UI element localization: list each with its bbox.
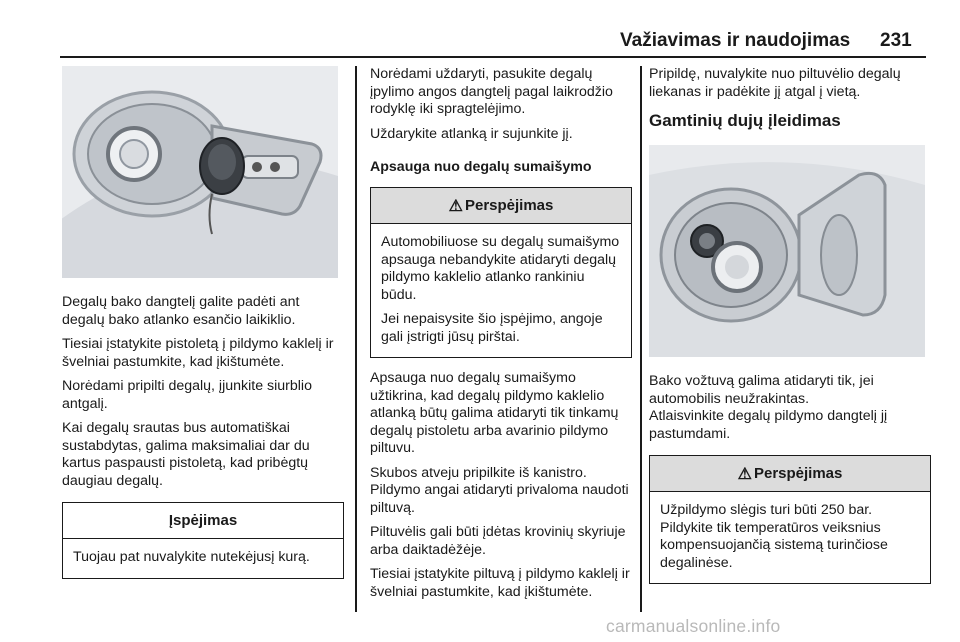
paragraph: Apsauga nuo degalų sumaišymo užtikrina, kad degalų pildymo kaklelio atlanką būtų galima atidaryti tik tinkamų degalų pistoletu arba avarinio pildymo piltuvu. — [370, 370, 619, 456]
watermark: carmanualsonline.info — [606, 616, 781, 636]
paragraph: Skubos atveju pripilkite iš kanistro. Pildymo angai atidaryti privaloma naudoti piltuvą. — [370, 464, 629, 516]
warning-body — [650, 492, 930, 583]
warning-text: Jei nepaisysite šio įspėjimo, angoje gali įstrigti jūsų pirštai. — [381, 311, 603, 345]
column-3 — [649, 66, 931, 584]
gas-inlet-illustration — [649, 145, 925, 357]
header-rule — [60, 56, 926, 58]
section-subheading: Apsauga nuo degalų sumaišymo — [370, 159, 592, 175]
page-title: Važiavimas ir naudojimas — [620, 30, 851, 51]
warning-title: Perspėjimas — [464, 197, 554, 214]
paragraph: Atlaisvinkite degalų pildymo dangtelį jį pastumdami. — [649, 408, 888, 442]
paragraph: Tiesiai įstatykite piltuvą į pildymo kaklelį ir švelniai pastumkite, kad įkištumėte. — [370, 566, 630, 600]
paragraph: Degalų bako dangtelį galite padėti ant degalų bako atlanko esančio laikiklio. — [62, 294, 300, 328]
notice-body — [63, 539, 343, 578]
warning-triangle-icon: ⚠ — [448, 197, 463, 215]
warning-text: Automobiliuose su degalų sumaišymo apsauga nebandykite atidaryti degalų pildymo kaklelio atlanko rankiniu būdu. — [381, 234, 620, 303]
page-number: 231 — [880, 30, 912, 51]
paragraph: Kai degalų srautas bus automatiškai sustabdytas, galima maksimaliai dar du kartus paspausti pistoletą, kad pribėgtų daugiau degalų. — [62, 420, 310, 489]
notice-box — [62, 502, 344, 579]
warning-box — [370, 187, 632, 358]
column-divider-2 — [640, 66, 642, 612]
paragraph: Tiesiai įstatykite pistoletą į pildymo kaklelį ir švelniai pastumkite, kad įkištumėte. — [62, 336, 334, 370]
paragraph: Norėdami uždaryti, pasukite degalų įpylimo angos dangtelį pagal laikrodžio rodyklę iki spragtelėjimo. — [370, 66, 613, 117]
paragraph: Bako vožtuvą galima atidaryti tik, jei automobilis neužrakintas. — [649, 373, 874, 407]
warning-header — [650, 456, 930, 492]
warning-box — [649, 455, 931, 584]
section-heading: Gamtinių dujų įleidimas — [649, 111, 841, 130]
column-1 — [62, 66, 344, 579]
paragraph: Norėdami pripilti degalų, įjunkite siurblio antgalį. — [62, 378, 312, 412]
notice-title: Įspėjimas — [63, 503, 343, 539]
fuel-cap-illustration — [62, 66, 338, 278]
notice-text: Tuojau pat nuvalykite nutekėjusį kurą. — [73, 549, 310, 565]
warning-title: Perspėjimas — [753, 465, 843, 482]
warning-header — [371, 188, 631, 224]
warning-text: Užpildymo slėgis turi būti 250 bar. Pildykite tik temperatūros veiksnius kompensuojančią sistemą turinčiose degalinėse. — [660, 502, 888, 571]
warning-body — [371, 224, 631, 357]
warning-triangle-icon: ⚠ — [737, 465, 752, 483]
paragraph: Piltuvėlis gali būti įdėtas krovinių skyriuje arba daiktadėžėje. — [370, 524, 626, 558]
paragraph: Pripildę, nuvalykite nuo piltuvėlio degalų liekanas ir padėkite jį atgal į vietą. — [649, 66, 901, 100]
column-2 — [370, 66, 632, 608]
paragraph: Uždarykite atlanką ir sujunkite jį. — [370, 125, 573, 142]
column-divider-1 — [355, 66, 357, 612]
